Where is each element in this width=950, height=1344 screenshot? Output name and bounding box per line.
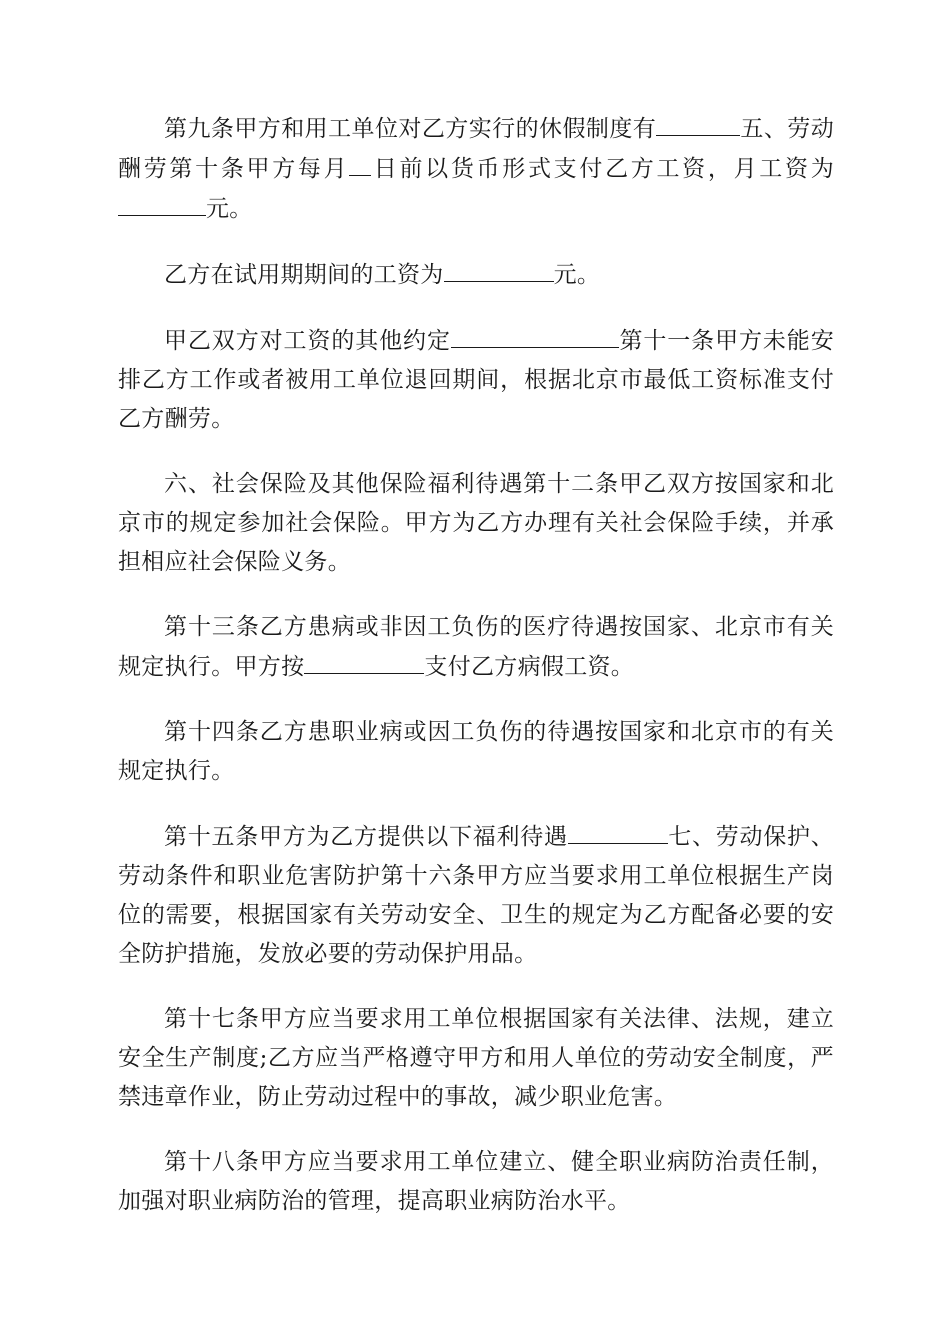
paragraph-text: 元。 <box>206 196 253 222</box>
paragraph-text: 元。 <box>553 262 601 288</box>
fill-in-blank <box>118 189 206 216</box>
fill-in-blank <box>451 321 619 348</box>
paragraph-article-18 <box>118 1143 834 1221</box>
paragraph-article-14 <box>118 713 834 791</box>
paragraph-text: 甲乙双方对工资的其他约定 <box>164 328 451 354</box>
paragraph-article-12 <box>118 465 834 582</box>
fill-in-blank <box>656 109 740 136</box>
paragraph-text: 五、劳动酬劳第十条甲方每月 <box>118 116 834 182</box>
paragraph-text: 乙方在试用期期间的工资为 <box>164 262 444 288</box>
paragraph-text: 支付乙方病假工资。 <box>424 654 635 680</box>
paragraph-text: 第十五条甲方为乙方提供以下福利待遇 <box>164 824 568 850</box>
document-body <box>118 109 834 1247</box>
paragraph-article-17 <box>118 1000 834 1117</box>
paragraph-text: 第十四条乙方患职业病或因工负伤的待遇按国家和北京市的有关规定执行。 <box>118 719 834 784</box>
fill-in-blank <box>568 817 668 844</box>
paragraph-text: 第十一条甲方未能安排乙方工作或者被用工单位退回期间，根据北京市最低工资标准支付乙方酬劳。 <box>118 328 834 432</box>
paragraph-text: 七、劳动保护、劳动条件和职业危害防护第十六条甲方应当要求用工单位根据生产岗位的需要，根据国家有关劳动安全、卫生的规定为乙方配备必要的安全防护措施，发放必要的劳动保护用品。 <box>118 824 834 967</box>
paragraph-probation-wage <box>118 255 834 295</box>
paragraph-text: 第十三条乙方患病或非因工负伤的医疗待遇按国家、北京市有关规定执行。甲方按 <box>118 614 834 680</box>
paragraph-text: 第九条甲方和用工单位对乙方实行的休假制度有 <box>164 116 657 142</box>
paragraph-article-11 <box>118 321 834 439</box>
paragraph-article-15-16 <box>118 817 834 974</box>
paragraph-text: 第十八条甲方应当要求用工单位建立、健全职业病防治责任制，加强对职业病防治的管理，提高职业病防治水平。 <box>118 1149 834 1214</box>
fill-in-blank <box>349 149 371 176</box>
paragraph-text: 第十七条甲方应当要求用工单位根据国家有关法律、法规，建立安全生产制度;乙方应当严格遵守甲方和用人单位的劳动安全制度，严禁违章作业，防止劳动过程中的事故，减少职业危害。 <box>118 1006 834 1110</box>
paragraph-article-9-10 <box>118 109 834 229</box>
fill-in-blank <box>444 255 554 282</box>
paragraph-text: 日前以货币形式支付乙方工资，月工资为 <box>371 156 835 182</box>
fill-in-blank <box>304 647 424 674</box>
paragraph-article-13 <box>118 608 834 687</box>
paragraph-text: 六、社会保险及其他保险福利待遇第十二条甲乙双方按国家和北京市的规定参加社会保险。甲方为乙方办理有关社会保险手续，并承担相应社会保险义务。 <box>118 471 834 575</box>
